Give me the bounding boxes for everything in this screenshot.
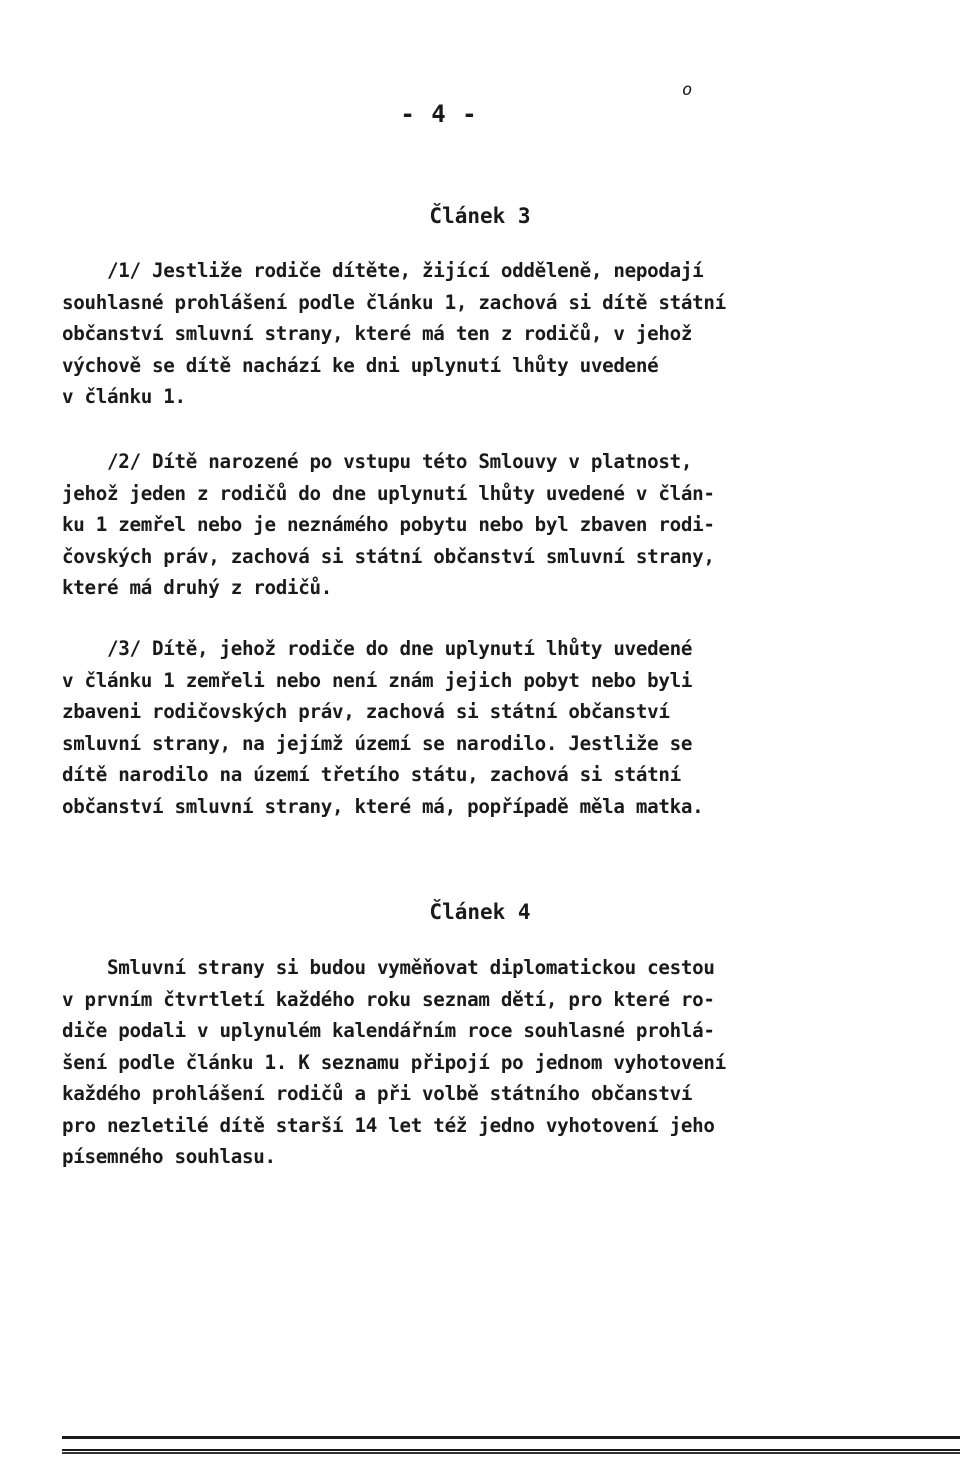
article-4-paragraph: Smluvní strany si budou vyměňovat diplomatickou cestou v prvním čtvrtletí každého roku seznam dětí, pro které ro- diče podali v uplynulém kalendářním roce souhlasné prohlá- šení podle článku 1. K seznamu připojí po jednom vyhotovení každého prohlášení rodičů a při volbě státního občanství pro nezletilé dítě starší 14 let též jedno vyhotovení jeho písemného souhlasu. bbox=[62, 956, 726, 1168]
page-number: - 4 - bbox=[400, 100, 478, 128]
article-3-paragraph-1: /1/ Jestliže rodiče dítěte, žijící odděleně, nepodají souhlasné prohlášení podle článku 1, zachová si dítě státní občanství smluvní strany, které má ten z rodičů, v jehož výchově se dítě nachází ke dni uplynutí lhůty uvedené v článku 1. bbox=[62, 259, 726, 408]
margin-mark: o bbox=[682, 80, 693, 100]
article-3-heading: Článek 3 bbox=[429, 204, 531, 228]
article-3-paragraph-2: /2/ Dítě narozené po vstupu této Smlouvy v platnost, jehož jeden z rodičů do dne uplynutí lhůty uvedené v člán- ku 1 zemřel nebo je neznámého pobytu nebo byl zbaven rodi- čovských práv, zachová si státní občanství smluvní strany, které má druhý z rodičů. bbox=[62, 450, 715, 599]
article-3-paragraph-3: /3/ Dítě, jehož rodiče do dne uplynutí lhůty uvedené v článku 1 zemřeli nebo není znám jejich pobyt nebo byli zbaveni rodičovských práv, zachová si státní občanství smluvní strany, na jejímž území se narodilo. Jestliže se dítě narodilo na území třetího státu, zachová si státní občanství smluvní strany, které má, popřípadě měla matka. bbox=[62, 637, 704, 818]
page-bottom-rule-secondary bbox=[62, 1452, 960, 1454]
article-4-heading: Článek 4 bbox=[429, 900, 531, 924]
page-bottom-rule bbox=[62, 1436, 960, 1451]
